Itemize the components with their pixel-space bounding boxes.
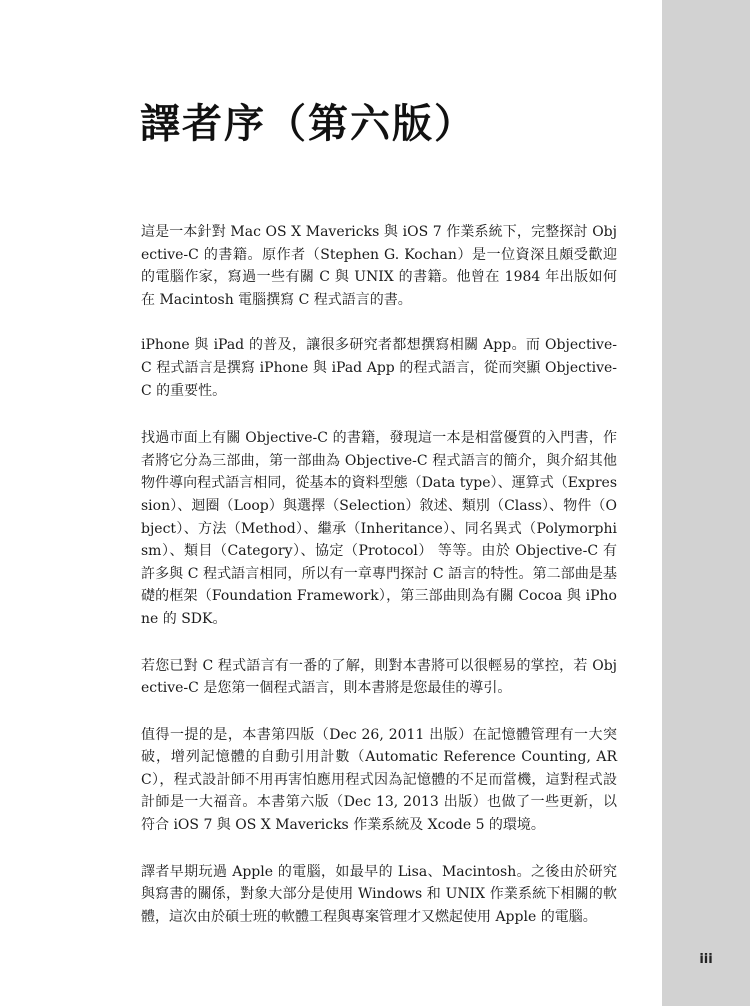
paragraph-3: 找過市面上有關 Objective-C 的書籍，發現這一本是相當優質的入門書，作者將它分為三部曲，第一部曲為 Objective-C 程式語言的簡介，與介紹其他物件導向程式語言相同，從基本的資料型態（Data type）、運算式（Expression）、迴圈（Loop）與選擇（Selection）敘述、類別（Class）、物件（Object）、方法（Method）、繼承（Inheritance）、同名異式（Polymorphism）、類目（Category）、協定（Protocol） 等等。由於 Objective-C 有許多與 C 程式語言相同，所以有一章專門探討 C 語言的特性。第二部曲是基礎的框架（Foundation Framework），第三部曲則為有關 Cocoa 與 iPhone 的 SDK。 xyxy=(141,430,617,627)
paragraph-1: 這是一本針對 Mac OS X Mavericks 與 iOS 7 作業系統下，完整探討 Objective-C 的書籍。原作者（Stephen G. Kochan）是一位資深且頗受歡迎的電腦作家，寫過一些有關 C 與 UNIX 的書籍。他曾在 1984 年出版如何在 Macintosh 電腦撰寫 C 程式語言的書。 xyxy=(141,224,617,308)
paragraph-5: 值得一提的是，本書第四版（Dec 26, 2011 出版）在記憶體管理有一大突破，增列記憶體的自動引用計數（Automatic Reference Counting, ARC），程式設計師不用再害怕應用程式因為記憶體的不足而當機，這對程式設計師是一大福音。本書第六版（Dec 13, 2013 出版）也做了一些更新，以符合 iOS 7 與 OS X Mavericks 作業系統及 Xcode 5 的環境。 xyxy=(141,726,617,834)
page-title: 譯者序（第六版） xyxy=(140,101,476,147)
paragraph-6: 譯者早期玩過 Apple 的電腦，如最早的 Lisa、Macintosh。之後由於研究與寫書的關係，對象大部分是使用 Windows 和 UNIX 作業系統下相關的軟體，這次由於碩士班的軟體工程與專案管理才又燃起使用 Apple 的電腦。 xyxy=(141,863,617,925)
page-margin-strip xyxy=(662,0,750,1006)
paragraph-4: 若您已對 C 程式語言有一番的了解，則對本書將可以很輕易的掌控，若 Objective-C 是您第一個程式語言，則本書將是您最佳的導引。 xyxy=(141,657,617,697)
page-number: iii xyxy=(699,952,713,967)
paragraph-2: iPhone 與 iPad 的普及，讓很多研究者都想撰寫相關 App。而 Objective-C 程式語言是撰寫 iPhone 與 iPad App 的程式語言，從而突顯 Objective-C 的重要性。 xyxy=(141,337,617,399)
preface-body xyxy=(141,221,617,952)
